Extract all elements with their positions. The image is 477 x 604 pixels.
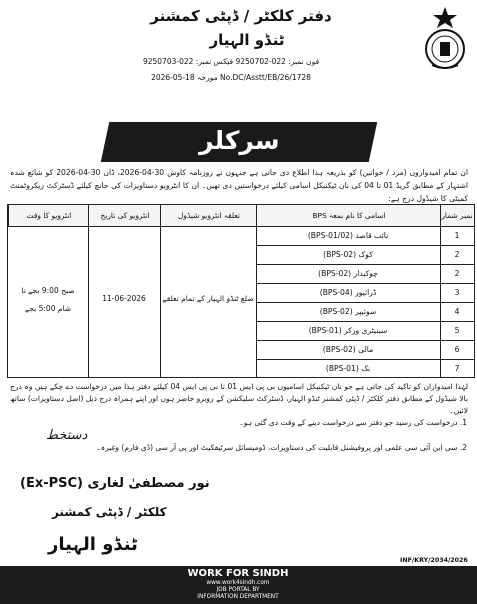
office-city: ٹنڈو الہیار: [209, 31, 285, 49]
release-code: INF/KRY/2034/2026: [400, 557, 468, 564]
brand-url: www.work4sindh.com: [206, 580, 270, 586]
office-title: دفتر کلکٹر / ڈپٹی کمشنر: [150, 7, 332, 25]
row-post: چوکیدار (BPS-02): [318, 269, 378, 278]
row-post: نائب قاصد (BPS-01/02): [307, 231, 389, 240]
row-serial: 5: [454, 326, 460, 335]
header-time: انٹرویو کا وقت: [8, 205, 89, 226]
reference-line: No.DC/Asstt/EB/26/1728 مورخہ 18-05-2026: [151, 73, 311, 82]
header-date: انٹرویو کی تاریخ: [88, 205, 161, 226]
row-serial: 3: [454, 288, 460, 297]
instruction-paragraph: لہٰذا امیدواران کو تاکید کی جاتی ہے جو نان ٹیکنیکل اسامیوں بی پی ایس 01 تا بی پی ایس 04 کیلئے دفتر ہذا میں درخواست دے چکے ہیں وہ درج بالا شیڈول کے مطابق دفتر کلکٹر / ڈپٹی کمشنر ٹنڈو الہیار، ڈسٹرکٹ سلیکشن کے روبرو حاضر ہوں اور اپنے ہمراہ درج ذیل (اصل دستاویزات) ساتھ لائیں۔: [10, 382, 469, 415]
officer-city: ٹنڈو الہیار: [48, 534, 138, 555]
condition-item: 1. درخواست کی رسید جو دفتر سے درخواست دینے کے وقت دی گئی ہو۔: [239, 418, 467, 427]
time-end-cell: شام 5:00 بجے: [24, 304, 72, 313]
zone-cell: ضلع ٹنڈو الہیار کے تمام تعلقے: [162, 294, 254, 303]
intro-paragraph: ان تمام امیدواروں (مرد / خواتین) کو بذریعہ ہذا اطلاع دی جاتی ہے جنہوں نے روزنامہ کاوش 30-04-2026، ڈان 30-04-2026 کو شائع شدہ اشتہار کے مطابق گریڈ 01 تا 04 کی نان ٹیکنیکل اسامی کیلئے درخواستیں دی تھیں۔ ان کا انٹرویو دستاویزات کی جانچ کیلئے ڈسٹرکٹ ریکروٹمنٹ کمیٹی کا شیڈول درج ہے:: [10, 168, 468, 203]
row-post: سوئیپر (BPS-02): [319, 307, 377, 316]
row-post: ڈرائیور (BPS-04): [319, 288, 377, 297]
time-start-cell: صبح 9:00 بجے تا: [21, 286, 75, 295]
row-serial: 7: [454, 364, 460, 373]
date-cell: 11-06-2026: [102, 294, 146, 303]
contact-line: فون نمبر: 022-9250702 فیکس نمبر: 022-9250703: [142, 57, 320, 66]
brand-name: WORK FOR SINDH: [187, 568, 289, 579]
header-serial-no: نمبر شمار: [441, 211, 473, 220]
brand-tagline: JOB PORTAL BY: [216, 587, 260, 593]
table-row: [8, 359, 474, 378]
row-serial: 2: [454, 269, 460, 278]
table-row: [8, 245, 474, 264]
table-header-row: [8, 205, 474, 227]
row-post: سینیٹری ورکر (BPS-01): [308, 326, 388, 335]
circular-banner: [101, 122, 378, 162]
circular-title: سرکلر: [199, 126, 280, 155]
table-row: [8, 321, 474, 340]
row-serial: 2: [454, 250, 460, 259]
row-post: مالی (BPS-02): [322, 345, 374, 354]
condition-item: 2. سی این آئی سی علمی اور پروفیشنل قابلیت کی دستاویزات، ڈومیسائل سرٹیفکیٹ اور پی آر سی (ڈی فارم) وغیرہ۔: [96, 443, 467, 452]
row-post: نک (BPS-01): [325, 364, 371, 373]
government-emblem-icon: [421, 5, 469, 71]
row-post: کوک (BPS-02): [323, 250, 373, 259]
header-zone: تعلقہ انٹرویو شیڈول: [160, 205, 257, 226]
table-row: [8, 264, 474, 283]
table-row: [8, 340, 474, 359]
row-serial: 1: [454, 231, 460, 240]
table-row: [8, 226, 474, 245]
officer-designation: کلکٹر / ڈپٹی کمشنر: [52, 505, 167, 519]
row-serial: 4: [454, 307, 460, 316]
signature-label: دستخط: [46, 428, 88, 443]
row-serial: 6: [454, 345, 460, 354]
officer-name: نور مصطفیٰ لغاری (Ex-PSC): [20, 476, 210, 491]
header-post-name: اسامی کا نام بمعہ BPS: [256, 205, 441, 226]
interview-schedule-table: [7, 204, 475, 378]
footer-brand-box: [162, 568, 314, 602]
brand-department: INFORMATION DEPARTMENT: [197, 594, 279, 600]
